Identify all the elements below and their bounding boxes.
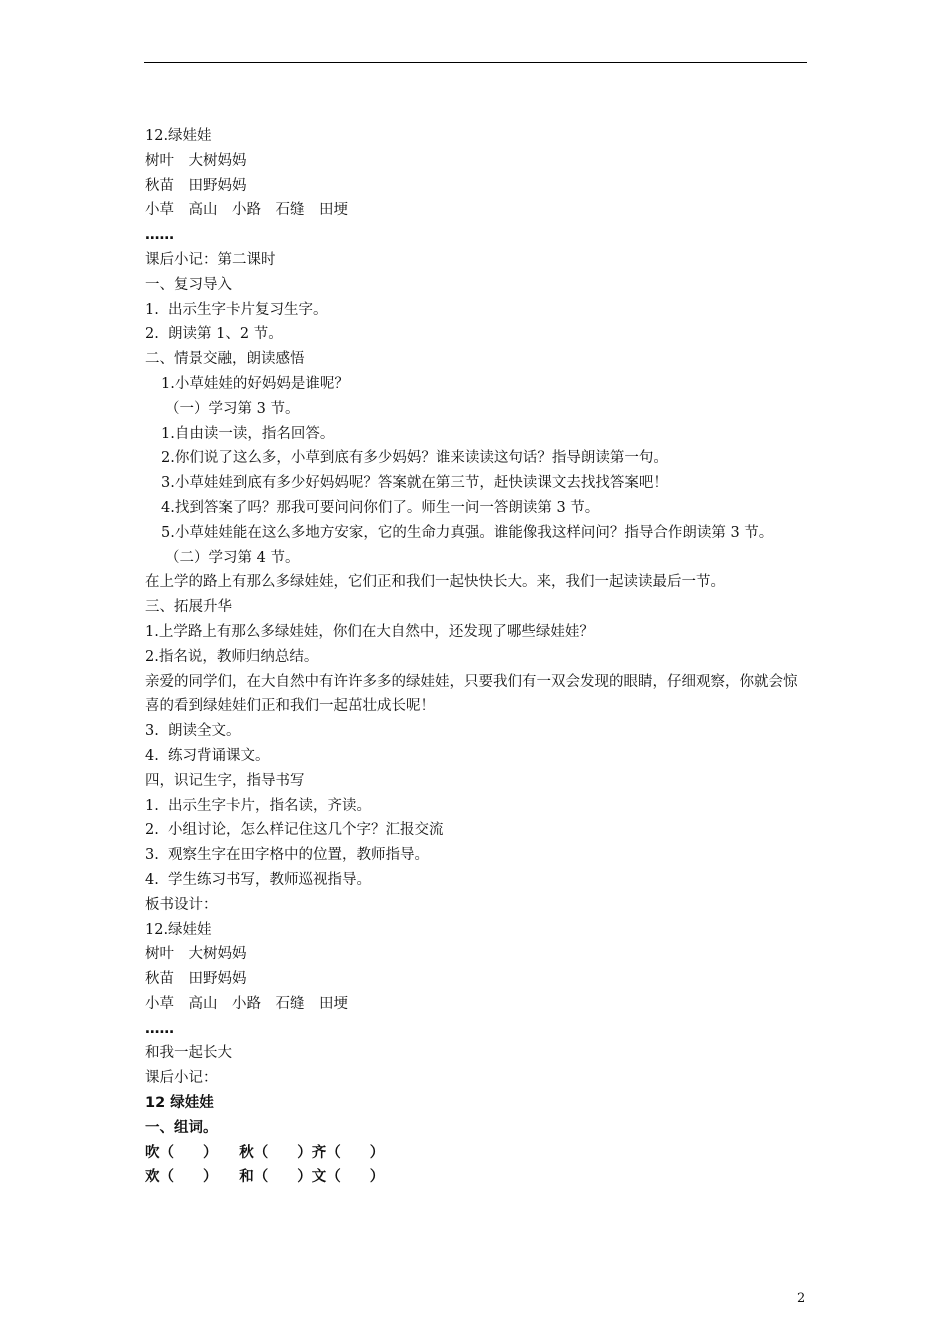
list-item: 1.自由读一读，指名回答。 xyxy=(161,425,335,442)
board-line: 小草 高山 小路 石缝 田埂 xyxy=(145,995,348,1012)
list-item: 4. 练习背诵课文。 xyxy=(145,747,270,764)
list-item: 1.上学路上有那么多绿娃娃，你们在大自然中，还发现了哪些绿娃娃？ xyxy=(145,623,594,640)
document-body xyxy=(145,124,810,1190)
list-item: 4. 学生练习书写，教师巡视指导。 xyxy=(145,871,372,888)
list-item: 3. 朗读全文。 xyxy=(145,723,241,740)
list-item: 1.小草娃娃的好妈妈是谁呢？ xyxy=(161,375,349,392)
board-line: 树叶 大树妈妈 xyxy=(145,152,247,169)
section-heading: 三、拓展升华 xyxy=(145,599,232,616)
section-heading: 四，识记生字，指导书写 xyxy=(145,772,305,789)
list-item: 5.小草娃娃能在这么多地方安家，它的生命力真强。谁能像我这样问问？指导合作朗读第 3 节。 xyxy=(161,524,774,541)
list-item: 2. 朗读第 1、2 节。 xyxy=(145,326,283,343)
list-item: 1. 出示生字卡片，指名读，齐读。 xyxy=(145,797,372,814)
board-title: 12.绿娃娃 xyxy=(145,921,212,938)
board-heading: 板书设计： xyxy=(145,896,218,913)
section-heading: 一、复习导入 xyxy=(145,276,232,293)
board-line: 小草 高山 小路 石缝 田埂 xyxy=(145,202,348,219)
list-item: 2.指名说，教师归纳总结。 xyxy=(145,648,319,665)
section-heading: 二、情景交融，朗读感悟 xyxy=(145,351,305,368)
header-rule xyxy=(144,62,807,63)
board-line: 秋苗 田野妈妈 xyxy=(145,971,247,988)
lesson-title: 12.绿娃娃 xyxy=(145,128,212,144)
note-heading: 课后小记： xyxy=(145,1070,218,1087)
ellipsis: …… xyxy=(145,1020,174,1037)
list-item: 3. 观察生字在田字格中的位置，教师指导。 xyxy=(145,847,430,864)
ellipsis: …… xyxy=(145,227,174,244)
board-line: 和我一起长大 xyxy=(145,1045,232,1062)
page-number: 2 xyxy=(797,1291,806,1306)
exercise-row: 欢（ ） 和（ ）文（ ） xyxy=(145,1169,385,1186)
list-item: 4.找到答案了吗？那我可要问问你们了。师生一问一答朗读第 3 节。 xyxy=(161,499,600,516)
paragraph: 亲爱的同学们，在大自然中有许许多多的绿娃娃，只要我们有一双会发现的眼睛，仔细观察，你就会惊喜的看到绿娃娃们正和我们一起茁壮成长呢！ xyxy=(145,673,798,715)
list-item: 2. 小组讨论，怎么样记住这几个字？汇报交流 xyxy=(145,822,444,839)
board-line: 秋苗 田野妈妈 xyxy=(145,177,247,194)
subsection-heading: （二）学习第 4 节。 xyxy=(165,549,300,566)
exercise-row: 吹（ ） 秋（ ）齐（ ） xyxy=(145,1144,385,1161)
list-item: 2.你们说了这么多，小草到底有多少妈妈？谁来读读这句话？指导朗读第一句。 xyxy=(161,450,668,467)
list-item: 3.小草娃娃到底有多少好妈妈呢？答案就在第三节，赶快读课文去找找答案吧！ xyxy=(161,475,668,492)
exercise-section: 一、组词。 xyxy=(145,1119,218,1136)
paragraph: 在上学的路上有那么多绿娃娃，它们正和我们一起快快长大。来，我们一起读读最后一节。 xyxy=(145,574,725,591)
list-item: 1. 出示生字卡片复习生字。 xyxy=(145,301,328,318)
exercise-title: 12 绿娃娃 xyxy=(145,1095,214,1112)
board-line: 树叶 大树妈妈 xyxy=(145,946,247,963)
note-heading: 课后小记：第二课时 xyxy=(145,251,276,268)
subsection-heading: （一）学习第 3 节。 xyxy=(165,400,300,417)
